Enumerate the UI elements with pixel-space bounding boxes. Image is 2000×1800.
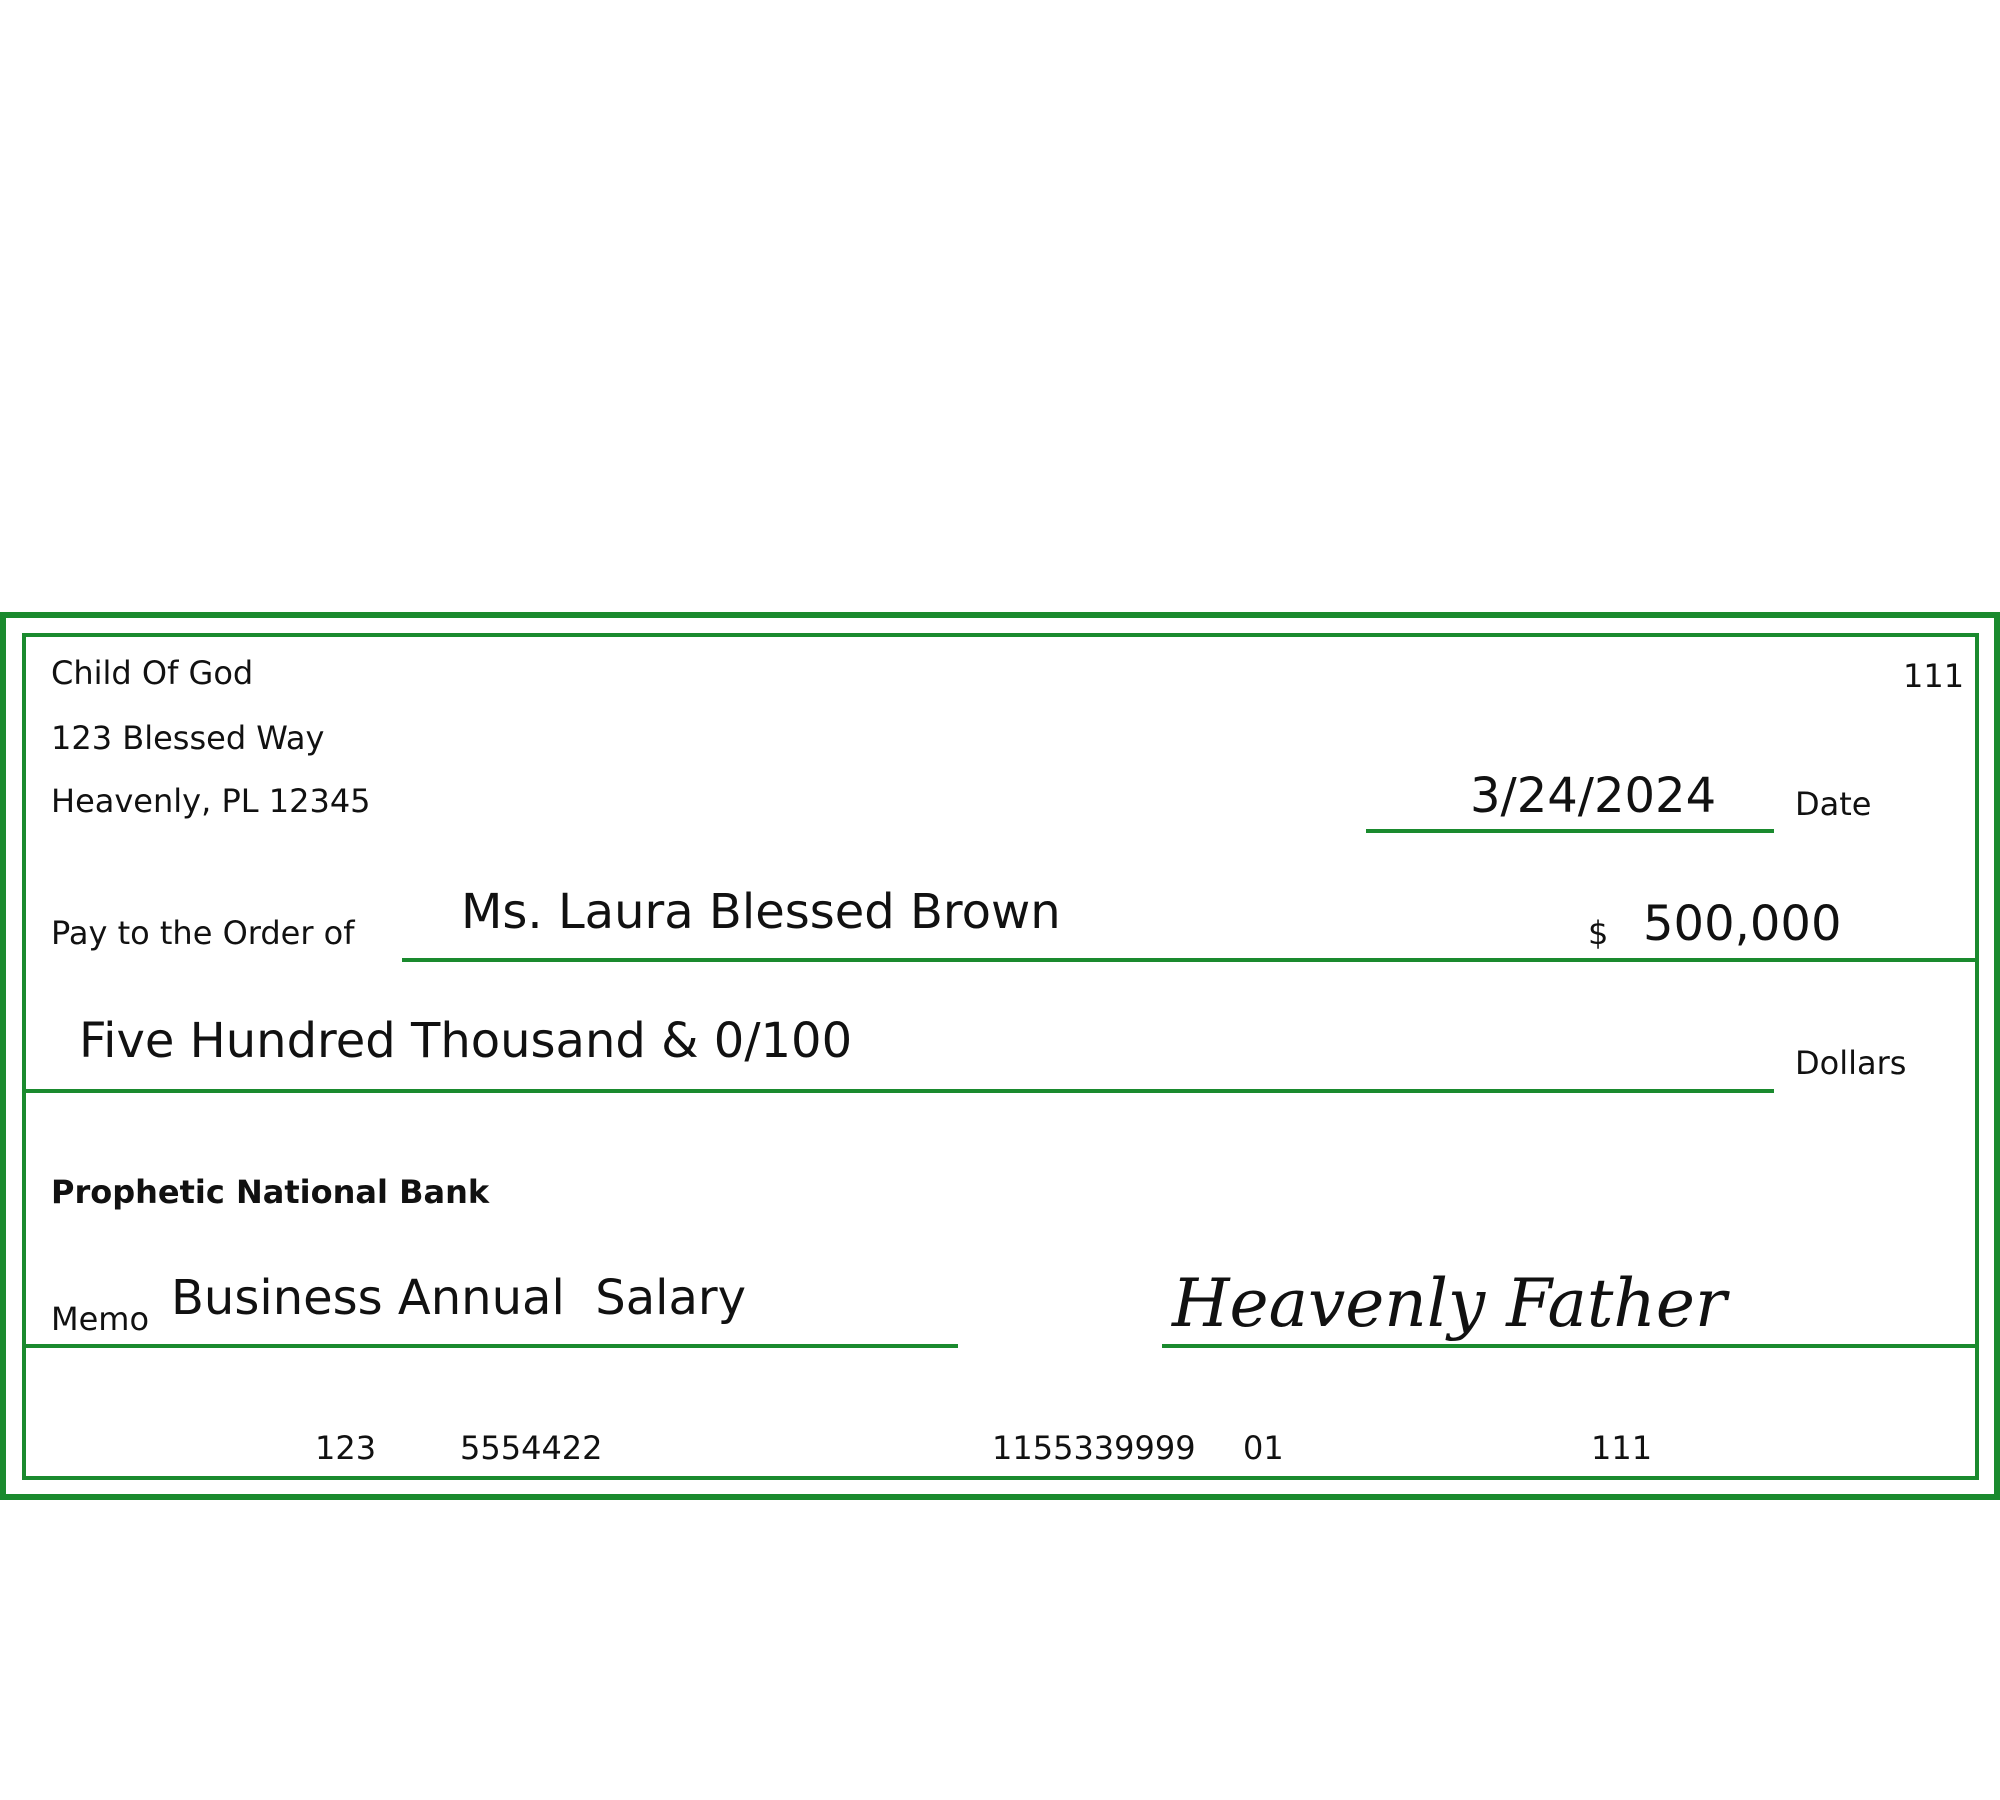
micr-check-number: 111 [1591, 1429, 1653, 1467]
signature-graphic [1170, 1262, 1727, 1342]
pay-to-label: Pay to the Order of [51, 914, 355, 952]
dollars-label: Dollars [1795, 1044, 1907, 1082]
signature [1170, 1262, 1727, 1342]
date-line [1366, 829, 1774, 833]
amount-numeric: 500,000 [1643, 896, 1842, 952]
micr-account-number: 1155339999 [992, 1429, 1196, 1467]
memo-value: Business Annual Salary [171, 1270, 747, 1326]
micr-routing-number: 5554422 [460, 1429, 603, 1467]
micr-account-suffix: 01 [1243, 1429, 1284, 1467]
owner-address-line1: 123 Blessed Way [51, 719, 325, 757]
payee-line [402, 958, 1979, 962]
signature-line [1162, 1344, 1979, 1348]
date-value: 3/24/2024 [1470, 768, 1717, 824]
memo-label: Memo [51, 1300, 150, 1338]
micr-routing-prefix: 123 [315, 1429, 377, 1467]
currency-symbol: $ [1588, 914, 1609, 952]
bank-name: Prophetic National Bank [51, 1173, 490, 1211]
amount-words-line [26, 1089, 1774, 1093]
date-label: Date [1795, 785, 1872, 823]
amount-words: Five Hundred Thousand & 0/100 [79, 1013, 853, 1069]
memo-line [26, 1344, 958, 1348]
owner-name: Child Of God [51, 654, 254, 692]
signature-text: Heavenly Father [1172, 1265, 1727, 1342]
check-number: 111 [1903, 657, 1965, 695]
payee-name: Ms. Laura Blessed Brown [461, 884, 1061, 940]
owner-address-line2: Heavenly, PL 12345 [51, 782, 371, 820]
